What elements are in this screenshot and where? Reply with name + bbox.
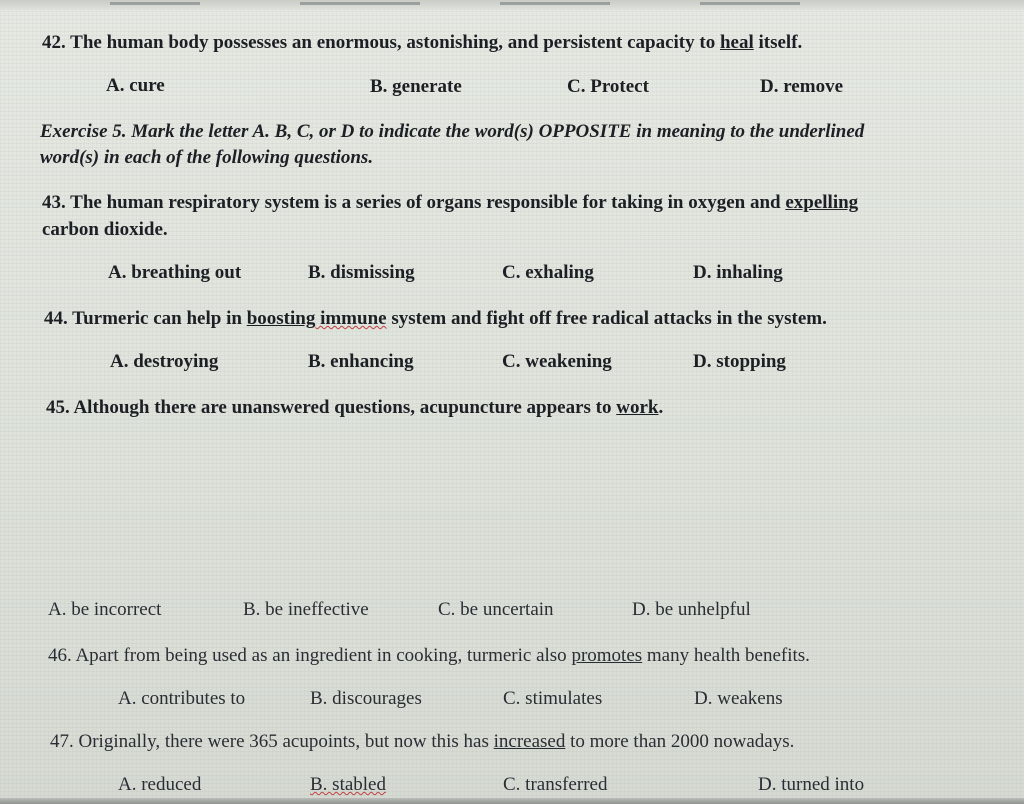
- question-42: [42, 31, 802, 55]
- q44-option-b: B. enhancing: [308, 351, 414, 372]
- q44-option-a: A. destroying: [110, 351, 219, 372]
- question-47-underlined-word: increased: [493, 731, 566, 752]
- question-46-text: 46. Apart from being used as an ingredient in cooking, turmeric also: [48, 645, 572, 666]
- question-45: [46, 396, 663, 420]
- q47-option-d: D. turned into: [758, 774, 865, 795]
- question-43: [42, 191, 858, 215]
- q47-option-b: [310, 774, 386, 796]
- q42-option-a: A. cure: [106, 75, 165, 96]
- q45-option-a: A. be incorrect: [48, 599, 162, 620]
- q43-option-a: A. breathing out: [108, 262, 242, 283]
- q42-option-b: B. generate: [370, 76, 462, 97]
- question-43-line-2: carbon dioxide.: [42, 219, 168, 240]
- question-47: [50, 730, 794, 754]
- question-44: [44, 307, 827, 331]
- question-42-suffix: itself.: [753, 32, 803, 53]
- exercise-5-instruction-line-2: word(s) in each of the following questions.: [40, 147, 374, 168]
- q43-option-d: D. inhaling: [693, 262, 783, 283]
- question-47-suffix: to more than 2000 nowadays.: [565, 731, 795, 752]
- q42-option-c: C. Protect: [567, 76, 649, 97]
- question-47-text: 47. Originally, there were 365 acupoints, but now this has: [50, 731, 494, 752]
- question-45-underlined-word: work: [616, 397, 659, 418]
- q47-option-a: A. reduced: [118, 774, 202, 795]
- q46-option-b: B. discourages: [310, 688, 422, 709]
- previous-options-cutoff: [0, 0, 1024, 10]
- q46-option-d: D. weakens: [694, 688, 783, 709]
- blank-page-gap: [0, 430, 1024, 590]
- q45-option-d: D. be unhelpful: [632, 599, 751, 620]
- q46-option-a: A. contributes to: [118, 688, 246, 709]
- q43-option-c: C. exhaling: [502, 262, 594, 283]
- q47-option-b-text: B. stabled: [310, 774, 386, 795]
- q47-option-c: C. transferred: [503, 774, 608, 795]
- question-44-spellcheck-word: immune: [315, 308, 387, 329]
- question-43-text: 43. The human respiratory system is a series of organs responsible for taking in oxygen and: [42, 192, 786, 213]
- q44-option-d: D. stopping: [693, 351, 786, 372]
- question-43-underlined-word: expelling: [785, 192, 859, 213]
- q43-option-b: B. dismissing: [308, 262, 415, 283]
- question-42-text: 42. The human body possesses an enormous, astonishing, and persistent capacity to: [42, 32, 720, 53]
- page-bottom-edge: [0, 798, 1024, 804]
- question-44-underlined-word: boosting: [246, 308, 316, 329]
- question-44-suffix: system and fight off free radical attacks in the system.: [386, 308, 827, 329]
- question-46-underlined-word: promotes: [571, 645, 643, 666]
- question-45-suffix: .: [658, 397, 664, 418]
- question-46: [48, 644, 810, 668]
- question-44-text: 44. Turmeric can help in: [44, 308, 247, 329]
- question-46-suffix: many health benefits.: [642, 645, 810, 666]
- q42-option-d: D. remove: [760, 76, 844, 97]
- q44-option-c: C. weakening: [502, 351, 612, 372]
- q45-option-c: C. be uncertain: [438, 599, 554, 620]
- question-42-underlined-word: heal: [719, 32, 754, 53]
- exercise-5-instruction-line-1: Exercise 5. Mark the letter A. B, C, or D to indicate the word(s) OPPOSITE in meaning to the underlined: [40, 121, 865, 142]
- question-45-text: 45. Although there are unanswered questions, acupuncture appears to: [46, 397, 617, 418]
- q46-option-c: C. stimulates: [503, 688, 603, 709]
- q45-option-b: B. be ineffective: [243, 599, 369, 620]
